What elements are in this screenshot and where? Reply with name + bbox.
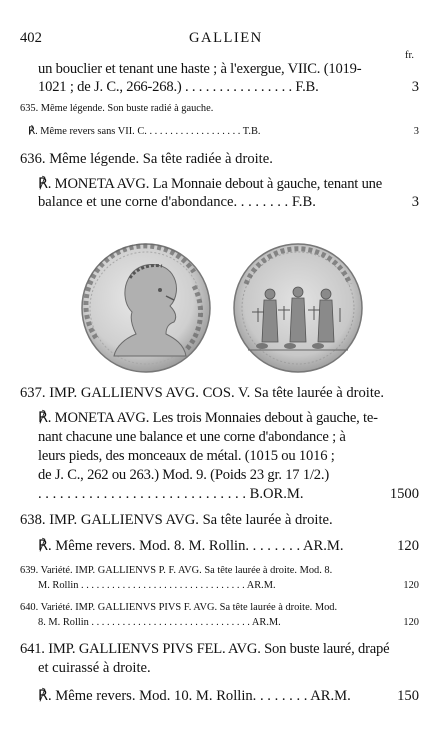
entry-641-price: 150 xyxy=(397,688,419,704)
entry-641-line2: et cuirassé à droite. xyxy=(38,660,151,676)
entry-637-line6: . . . . . . . . . . . . . . . . . . . . . . . . . . . . . B.OR.M. xyxy=(38,486,304,502)
entry-636-line3: balance et une corne d'abondance. . . . . . . . F.B. xyxy=(38,194,316,210)
entry-640-price: 120 xyxy=(403,617,419,628)
entry-639-price: 120 xyxy=(403,580,419,591)
entry-637-line2: ℟. MONETA AVG. Les trois Monnaies debout à gauche, te- xyxy=(38,410,378,426)
entry-634-line1: un bouclier et tenant une haste ; à l'exergue, VIIC. (1019- xyxy=(38,61,362,77)
entry-636-line2: ℟. MONETA AVG. La Monnaie debout à gauche, tenant une xyxy=(38,176,383,192)
entry-640-line1: 640. Variété. IMP. GALLIENVS PIVS F. AVG. Sa tête laurée à droite. Mod. xyxy=(20,602,338,613)
entry-635-line2: ℟. Même revers sans VII. C. . . . . . . . . . . . . . . . . . . T.B. xyxy=(28,126,261,137)
currency-label: fr. xyxy=(405,50,414,61)
page-title: GALLIEN xyxy=(189,30,263,46)
entry-634-line2: 1021 ; de J. C., 266-268.) . . . . . . . . . . . . . . . . F.B. xyxy=(38,79,319,95)
entry-634-price: 3 xyxy=(411,79,419,95)
entry-636-price: 3 xyxy=(411,194,419,210)
entry-640-line2: 8. M. Rollin . . . . . . . . . . . . . . . . . . . . . . . . . . . . . . . AR.M. xyxy=(38,617,281,628)
entry-637-line3: nant chacune une balance et une corne d'abondance ; à xyxy=(38,429,346,445)
entry-636-line1: 636. Même légende. Sa tête radiée à droite. xyxy=(20,151,273,167)
entry-637-price: 1500 xyxy=(389,486,419,502)
coin-reverse xyxy=(234,244,362,372)
entry-637-line1: 637. IMP. GALLIENVS AVG. COS. V. Sa tête laurée à droite. xyxy=(20,385,385,401)
entry-641-line3: ℟. Même revers. Mod. 10. M. Rollin. . . . . . . . AR.M. xyxy=(38,688,351,704)
entry-639-line1: 639. Variété. IMP. GALLIENVS P. F. AVG. Sa tête laurée à droite. Mod. 8. xyxy=(20,565,333,576)
coin-obverse xyxy=(81,244,212,372)
entry-635-price: 3 xyxy=(413,126,419,137)
entry-637-line4: leurs pieds, des monceaux de métal. (1015 ou 1016 ; xyxy=(38,448,335,464)
entry-637-line5: de J. C., 262 ou 263.) Mod. 9. (Poids 23 gr. 17 1/2.) xyxy=(38,467,330,483)
page-number: 402 xyxy=(20,30,42,46)
entry-635-line1: 635. Même légende. Son buste radié à gauche. xyxy=(20,103,214,114)
entry-641-line1: 641. IMP. GALLIENVS PIVS FEL. AVG. Son buste lauré, drapé xyxy=(20,641,390,657)
entry-638-price: 120 xyxy=(397,538,419,554)
entry-638-line2: ℟. Même revers. Mod. 8. M. Rollin. . . . . . . . AR.M. xyxy=(38,538,344,554)
coin-plate xyxy=(78,238,368,378)
entry-639-line2: M. Rollin . . . . . . . . . . . . . . . . . . . . . . . . . . . . . . . . AR.M. xyxy=(38,580,276,591)
entry-638-line1: 638. IMP. GALLIENVS AVG. Sa tête laurée à droite. xyxy=(20,512,333,528)
